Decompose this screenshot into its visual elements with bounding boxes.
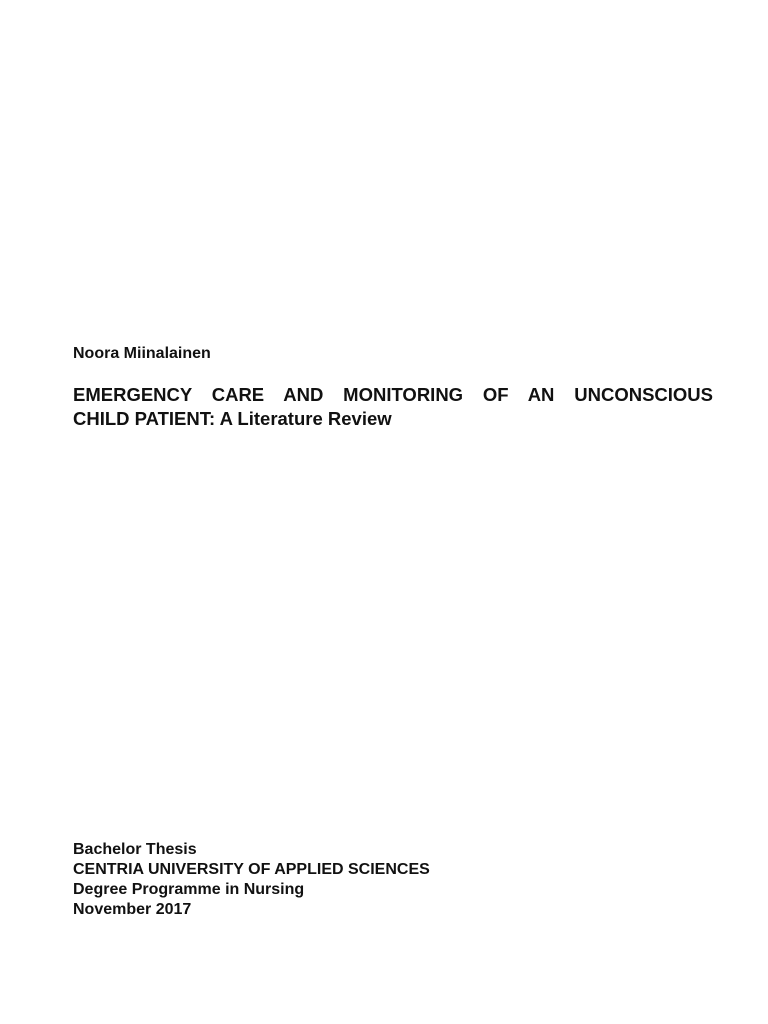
thesis-title — [73, 383, 713, 431]
thesis-type: Bachelor Thesis — [73, 841, 197, 858]
thesis-info-block — [73, 840, 430, 920]
submission-date: November 2017 — [73, 901, 192, 918]
university-name: CENTRIA UNIVERSITY OF APPLIED SCIENCES — [73, 861, 430, 878]
degree-programme: Degree Programme in Nursing — [73, 881, 305, 898]
thesis-title-line-2: CHILD PATIENT: A Literature Review — [73, 408, 392, 429]
author-name: Noora Miinalainen — [73, 345, 211, 362]
thesis-title-line-1: EMERGENCY CARE AND MONITORING OF AN UNCONSCIOUS — [73, 384, 713, 405]
